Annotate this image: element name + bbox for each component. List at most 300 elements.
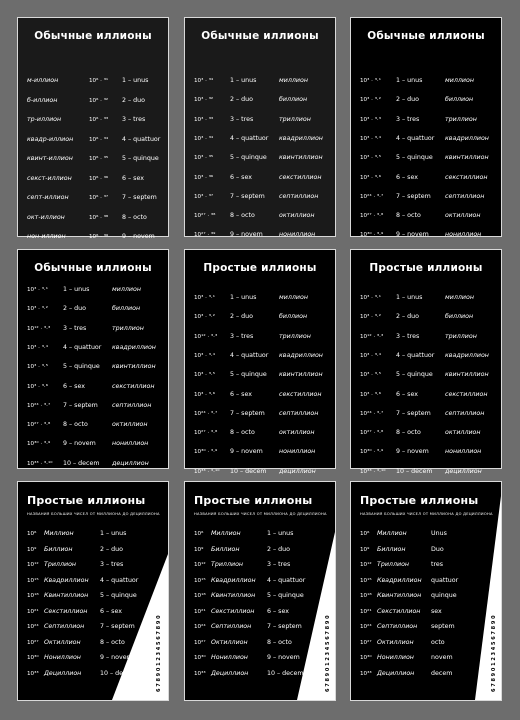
- table-row: [351, 191, 501, 203]
- cell-latin: 4 – quattuor: [267, 576, 306, 584]
- cell-latin: 7 – septem: [122, 194, 157, 201]
- cell-power: 10²⁴ · ³·⁷: [194, 410, 218, 417]
- cell-name: секстиллион: [279, 173, 322, 181]
- cell-latin: 9 – novem: [230, 231, 263, 239]
- cell-power: 10¹² · ³·³: [360, 333, 384, 340]
- table-row: [185, 191, 335, 203]
- cell-latin: 3 – tres: [63, 324, 87, 332]
- cell-name: октиллион: [279, 429, 315, 437]
- cell-latin: 8 – octo: [396, 212, 421, 220]
- cell-power: 10¹²: [360, 562, 372, 568]
- cell-name: Дециллион: [211, 669, 249, 677]
- table-row: [351, 331, 501, 343]
- cell-power: 10³ · ³·⁴: [360, 352, 381, 359]
- table-row: [185, 229, 335, 241]
- cell-name: квинтиллион: [112, 363, 156, 371]
- cell-name: триллион: [279, 332, 311, 340]
- table-row: [351, 369, 501, 381]
- table-row: [18, 342, 168, 354]
- cell-name: Биллион: [377, 545, 406, 553]
- table-row: [351, 590, 501, 602]
- cell-name: триллион: [279, 115, 311, 123]
- cell-latin: 6 – sex: [230, 173, 252, 181]
- table-row: [351, 350, 501, 362]
- cell-name: квадриллион: [445, 351, 489, 359]
- cell-name: биллион: [279, 96, 308, 104]
- cell-power: 10³³: [360, 670, 372, 677]
- table-row: [351, 652, 501, 664]
- cell-power: 10⁹: [194, 546, 204, 553]
- cell-latin: decem: [431, 669, 453, 677]
- cell-name: миллион: [279, 77, 308, 84]
- cell-name: Нониллион: [44, 654, 81, 661]
- cell-power: 10¹⁸: [194, 593, 206, 599]
- cell-name: Секстиллион: [211, 607, 255, 615]
- cell-power: 10³⁰ · ³·⁹: [360, 449, 384, 456]
- cell-power: 10²⁷ · ³·⁸: [27, 422, 51, 429]
- cell-power: 10⁹: [27, 546, 37, 553]
- poster-title: Простые иллионы: [360, 494, 479, 507]
- table-row: [18, 381, 168, 393]
- cell-latin: 4 – quattuor: [230, 351, 269, 359]
- table-row: [18, 134, 168, 146]
- cell-name: октиллион: [445, 212, 481, 220]
- cell-latin: 6 – sex: [100, 607, 122, 615]
- table-row: [18, 668, 168, 680]
- cell-power: 10⁶ · ³⁶: [89, 175, 109, 182]
- cell-latin: 7 – septem: [100, 623, 135, 630]
- cell-name: дециллион: [279, 467, 316, 475]
- poster-title: Обычные иллионы: [34, 30, 152, 42]
- table-row: [18, 458, 168, 470]
- cell-latin: 7 – septem: [267, 623, 302, 630]
- cell-latin: 6 – sex: [230, 390, 252, 398]
- poster-subtitle: НАЗВАНИЯ БОЛЬШИХ ЧИСЕЛ ОТ МИЛЛИОНА ДО ДЕЦИЛЛИОНА: [27, 512, 160, 516]
- cell-latin: 8 – octo: [267, 638, 292, 646]
- cell-name: септиллион: [112, 401, 152, 409]
- cell-name: биллион: [112, 305, 141, 313]
- cell-power: 10³ · ³·⁴: [360, 135, 381, 142]
- cell-name: биллион: [445, 313, 474, 321]
- cell-latin: 6 – sex: [63, 382, 85, 390]
- cell-name: септиллион: [445, 409, 485, 417]
- cell-name: Септиллион: [44, 623, 85, 630]
- table-row: [351, 668, 501, 680]
- cell-power: 10⁶ · ³⁴: [89, 136, 109, 143]
- table-row: [351, 621, 501, 633]
- cell-name: Триллион: [211, 561, 244, 568]
- poster-title: Обычные иллионы: [34, 262, 152, 274]
- table-row: [351, 114, 501, 126]
- cell-name: триллион: [445, 332, 477, 340]
- cell-power: 10³ · ³·⁶: [360, 174, 381, 181]
- cell-latin: quinque: [431, 592, 457, 599]
- cell-name: Квадриллион: [377, 576, 422, 584]
- cell-name: квинтиллион: [445, 371, 489, 379]
- cell-latin: 5 – quinque: [230, 371, 267, 379]
- cell-name: Дециллион: [377, 669, 415, 677]
- cell-latin: Duo: [431, 545, 444, 553]
- table-row: [185, 544, 335, 556]
- table-row: [18, 606, 168, 618]
- cell-name: квинтиллион: [279, 371, 323, 379]
- table-row: [18, 323, 168, 335]
- cell-name: Миллион: [377, 530, 407, 537]
- cell-latin: 9 – novem: [230, 448, 263, 456]
- table-row: [185, 528, 335, 540]
- cell-latin: 5 – quinque: [396, 154, 433, 162]
- cell-latin: 8 – octo: [122, 213, 147, 221]
- poster-title: Обычные иллионы: [201, 30, 319, 42]
- cell-latin: 1 – unus: [122, 77, 149, 84]
- cell-latin: 4 – quattuor: [396, 134, 435, 142]
- cell-power: 10³ · ³⁴: [194, 78, 214, 84]
- cell-name: нониллион: [112, 440, 149, 448]
- table-row: [185, 427, 335, 439]
- vertical-digits: 6 7 8 9 0 1 2 3 4 5 6 7 8 9 0: [491, 615, 497, 692]
- cell-name: квинтиллион: [279, 154, 323, 162]
- table-row: [18, 637, 168, 649]
- cell-power: 10⁶ · ³³: [89, 117, 109, 123]
- table-row: [18, 621, 168, 633]
- cell-name: септиллион: [279, 409, 319, 417]
- table-row: [185, 331, 335, 343]
- poster-card-2: [185, 18, 335, 239]
- cell-latin: quattuor: [431, 576, 459, 584]
- cell-latin: 2 – duo: [230, 313, 253, 321]
- cell-name: Биллион: [44, 545, 73, 553]
- cell-latin: 10 – decem: [230, 467, 267, 475]
- table-row: [18, 544, 168, 556]
- cell-latin: 7 – septem: [230, 192, 265, 200]
- cell-latin: 9 – novem: [267, 654, 300, 661]
- table-row: [185, 94, 335, 106]
- cell-power: 10³ · ³⁷: [194, 193, 214, 200]
- cell-latin: novem: [431, 654, 453, 661]
- cell-name: Миллион: [44, 530, 74, 537]
- cell-latin: 2 – duo: [396, 96, 419, 104]
- cell-latin: 10 – decem: [267, 669, 304, 677]
- table-row: [351, 172, 501, 184]
- cell-power: 10⁶ · ³⁸: [89, 214, 109, 221]
- cell-power: 10⁹: [360, 546, 370, 553]
- cell-name: нониллион: [445, 231, 482, 239]
- cell-latin: 3 – tres: [396, 332, 420, 340]
- table-row: [351, 94, 501, 106]
- cell-latin: 7 – septem: [230, 409, 265, 417]
- table-row: [185, 652, 335, 664]
- table-row: [351, 229, 501, 241]
- cell-latin: 6 – sex: [396, 390, 418, 398]
- cell-power: 10³ · ³·⁶: [27, 383, 48, 390]
- cell-name: секстиллион: [112, 382, 155, 390]
- cell-latin: 5 – quinque: [267, 592, 304, 599]
- cell-name: Биллион: [211, 545, 240, 553]
- cell-latin: 1 – unus: [230, 294, 257, 301]
- table-row: [351, 152, 501, 164]
- table-row: [18, 75, 168, 87]
- cell-power: 10³³ · ³·¹⁰: [360, 468, 386, 475]
- cell-latin: 6 – sex: [267, 607, 289, 615]
- cell-name: Нониллион: [211, 654, 248, 661]
- cell-name: триллион: [112, 324, 144, 332]
- cell-name: биллион: [445, 96, 474, 104]
- table-row: [351, 466, 501, 478]
- cell-name: Октиллион: [211, 638, 248, 646]
- cell-power: 10²⁷ · ³⁹: [194, 232, 216, 239]
- cell-power: 10²⁷: [360, 639, 372, 646]
- cell-name: секстиллион: [445, 390, 488, 398]
- cell-name: октиллион: [112, 421, 148, 429]
- table-row: [18, 575, 168, 587]
- cell-name: Октиллион: [44, 638, 81, 646]
- cell-power: 10³ · ³·²: [360, 97, 381, 104]
- cell-latin: 1 – unus: [396, 294, 423, 301]
- cell-name: Дециллион: [44, 669, 82, 677]
- cell-power: 10³ · ³·⁵: [194, 372, 215, 379]
- cell-name: Квинтиллион: [44, 592, 89, 599]
- cell-latin: 10 – decem: [396, 467, 433, 475]
- cell-power: 10²¹: [27, 608, 39, 615]
- cell-power: 10²⁷ · ³·⁸: [194, 430, 218, 437]
- cell-power: 10³ · ³·²: [360, 314, 381, 321]
- cell-power: 10⁶ · ³¹: [89, 78, 109, 84]
- cell-name: Октиллион: [377, 638, 414, 646]
- cell-name: триллион: [445, 115, 477, 123]
- cell-power: 10³³ · ³·¹⁰: [194, 468, 220, 475]
- cell-latin: 2 – duo: [100, 545, 123, 553]
- cell-latin: 5 – quinque: [100, 592, 137, 599]
- table-row: [185, 466, 335, 478]
- cell-name: миллион: [445, 77, 474, 84]
- cell-latin: 4 – quattuor: [230, 134, 269, 142]
- cell-latin: 2 – duo: [267, 545, 290, 553]
- cell-power: 10³ · ³·⁴: [27, 344, 48, 351]
- vertical-digits: 6 7 8 9 0 1 2 3 4 5 6 7 8 9 0: [325, 615, 331, 692]
- table-row: [18, 212, 168, 224]
- cell-latin: 3 – tres: [396, 115, 420, 123]
- cell-name: Квадриллион: [211, 576, 256, 584]
- cell-power: 10³³: [194, 670, 206, 677]
- cell-power: 10²¹: [194, 608, 206, 615]
- cell-power: 10²⁷ · ³⁸: [194, 213, 216, 220]
- cell-latin: 9 – novem: [63, 440, 96, 448]
- cell-latin: 7 – septem: [63, 401, 98, 409]
- table-row: [351, 446, 501, 458]
- table-row: [351, 637, 501, 649]
- cell-latin: sex: [431, 607, 442, 615]
- cell-power: 10³⁰: [27, 655, 39, 661]
- cell-name: м-иллион: [27, 77, 59, 84]
- cell-power: 10⁶ · ³⁵: [89, 156, 109, 162]
- table-row: [351, 427, 501, 439]
- cell-latin: 1 – unus: [396, 77, 423, 84]
- table-row: [18, 173, 168, 185]
- table-row: [185, 292, 335, 304]
- cell-name: миллион: [112, 286, 141, 293]
- table-row: [185, 75, 335, 87]
- cell-power: 10¹²: [27, 562, 39, 568]
- table-row: [18, 153, 168, 165]
- cell-latin: 8 – octo: [100, 638, 125, 646]
- cell-latin: tres: [431, 561, 444, 568]
- cell-name: нон-иллион: [27, 233, 66, 240]
- cell-name: биллион: [279, 313, 308, 321]
- table-row: [185, 637, 335, 649]
- cell-power: 10²⁴ · ³·⁷: [360, 193, 384, 200]
- table-row: [185, 559, 335, 571]
- cell-name: квадриллион: [445, 134, 489, 142]
- cell-name: квадриллион: [112, 343, 156, 351]
- cell-power: 10⁶: [360, 531, 370, 537]
- cell-latin: 3 – tres: [230, 332, 254, 340]
- cell-latin: 6 – sex: [396, 173, 418, 181]
- table-row: [351, 575, 501, 587]
- table-row: [18, 528, 168, 540]
- cell-latin: 2 – duo: [122, 96, 145, 104]
- cell-latin: 1 – unus: [230, 77, 257, 84]
- table-row: [18, 95, 168, 107]
- cell-power: 10¹⁸: [27, 593, 39, 599]
- cell-name: квадриллион: [279, 134, 323, 142]
- poster-subtitle: НАЗВАНИЯ БОЛЬШИХ ЧИСЕЛ ОТ МИЛЛИОНА ДО ДЕЦИЛЛИОНА: [360, 512, 493, 516]
- cell-name: дециллион: [445, 467, 482, 475]
- cell-name: Квадриллион: [44, 576, 89, 584]
- cell-name: Миллион: [211, 530, 241, 537]
- table-row: [18, 361, 168, 373]
- cell-power: 10³ · ³⁶: [194, 174, 214, 181]
- vertical-digits: 6 7 8 9 0 1 2 3 4 5 6 7 8 9 0: [156, 615, 162, 692]
- table-row: [185, 152, 335, 164]
- cell-name: Секстиллион: [377, 607, 421, 615]
- cell-power: 10³³: [27, 670, 39, 677]
- poster-title: Простые иллионы: [27, 494, 146, 507]
- table-row: [18, 231, 168, 243]
- cell-name: октиллион: [279, 212, 315, 220]
- table-row: [185, 389, 335, 401]
- cell-latin: 5 – quinque: [63, 363, 100, 371]
- cell-name: септ-иллион: [27, 194, 69, 201]
- table-row: [185, 172, 335, 184]
- cell-latin: 4 – quattuor: [122, 135, 161, 143]
- table-row: [18, 590, 168, 602]
- table-row: [185, 621, 335, 633]
- cell-latin: 5 – quinque: [396, 371, 433, 379]
- poster-title: Простые иллионы: [369, 262, 483, 274]
- cell-power: 10²⁴: [194, 624, 206, 630]
- cell-power: 10³⁰: [360, 655, 372, 661]
- poster-subtitle: НАЗВАНИЯ БОЛЬШИХ ЧИСЕЛ ОТ МИЛЛИОНА ДО ДЕЦИЛЛИОНА: [194, 512, 327, 516]
- cell-power: 10³ · ³·⁶: [194, 391, 215, 398]
- cell-name: Квинтиллион: [377, 592, 422, 599]
- cell-name: октиллион: [445, 429, 481, 437]
- table-row: [185, 590, 335, 602]
- cell-latin: 1 – unus: [100, 530, 127, 537]
- cell-power: 10²⁷ · ³·⁸: [360, 430, 384, 437]
- cell-name: Секстиллион: [44, 607, 88, 615]
- poster-title: Простые иллионы: [194, 494, 313, 507]
- table-row: [18, 284, 168, 296]
- table-row: [351, 292, 501, 304]
- cell-latin: 7 – septem: [396, 409, 431, 417]
- cell-power: 10³ · ³·⁵: [360, 155, 381, 162]
- cell-power: 10³ · ³⁵: [194, 155, 214, 162]
- cell-latin: 8 – octo: [396, 429, 421, 437]
- cell-power: 10²⁴ · ³·⁷: [27, 402, 51, 409]
- cell-power: 10⁶: [27, 531, 37, 537]
- table-row: [185, 311, 335, 323]
- table-row: [351, 528, 501, 540]
- poster-card-8: [185, 482, 335, 700]
- cell-name: Септиллион: [211, 623, 252, 630]
- cell-power: 10¹² · ³·³: [194, 333, 218, 340]
- cell-power: 10³ · ³·²: [194, 314, 215, 321]
- cell-power: 10³⁰ · ³·⁹: [194, 449, 218, 456]
- cell-latin: 4 – quattuor: [63, 343, 102, 351]
- table-row: [185, 350, 335, 362]
- table-row: [185, 133, 335, 145]
- cell-power: 10²⁴: [27, 624, 39, 630]
- cell-power: 10³ · ³²: [194, 97, 214, 104]
- cell-latin: 3 – tres: [100, 561, 124, 568]
- cell-power: 10²⁷ · ³·⁸: [360, 213, 384, 220]
- cell-name: Септиллион: [377, 623, 418, 630]
- cell-power: 10¹⁵: [194, 577, 206, 584]
- cell-power: 10³ · ³·¹: [360, 78, 381, 84]
- cell-latin: septem: [431, 623, 455, 630]
- cell-power: 10⁶ · ³⁷: [89, 195, 109, 201]
- cell-name: секст-иллион: [27, 174, 72, 182]
- cell-name: септиллион: [445, 192, 485, 200]
- cell-latin: octo: [431, 638, 445, 646]
- cell-power: 10²⁴ · ³·⁷: [360, 410, 384, 417]
- table-row: [185, 575, 335, 587]
- table-row: [351, 606, 501, 618]
- poster-title: Простые иллионы: [203, 262, 317, 274]
- cell-power: 10³ · ³·¹: [360, 295, 381, 301]
- cell-power: 10³ · ³·¹: [194, 295, 215, 301]
- cell-latin: 6 – sex: [122, 174, 144, 182]
- cell-power: 10³ · ³·⁴: [194, 352, 215, 359]
- table-row: [185, 606, 335, 618]
- cell-name: Триллион: [377, 561, 410, 568]
- table-row: [185, 446, 335, 458]
- cell-power: 10¹² · ³·³: [27, 325, 51, 332]
- cell-power: 10¹⁵: [27, 577, 39, 584]
- table-row: [18, 438, 168, 450]
- cell-power: 10³ · ³·⁵: [360, 372, 381, 379]
- cell-power: 10³³ · ³·¹⁰: [27, 460, 53, 467]
- table-row: [185, 668, 335, 680]
- cell-latin: 1 – unus: [63, 286, 90, 293]
- table-row: [351, 75, 501, 87]
- cell-latin: 8 – octo: [230, 429, 255, 437]
- cell-latin: 3 – tres: [267, 561, 291, 568]
- cell-latin: 8 – octo: [230, 212, 255, 220]
- cell-name: квадр-иллион: [27, 135, 74, 143]
- table-row: [18, 652, 168, 664]
- cell-name: б-иллион: [27, 96, 58, 104]
- cell-name: Квинтиллион: [211, 592, 256, 599]
- cell-power: 10³⁰: [194, 655, 206, 661]
- cell-power: 10³ · ³⁴: [194, 135, 214, 142]
- cell-latin: 4 – quattuor: [100, 576, 139, 584]
- table-row: [18, 192, 168, 204]
- cell-name: квадриллион: [279, 351, 323, 359]
- poster-card-3: [351, 18, 501, 239]
- table-row: [18, 559, 168, 571]
- cell-latin: 10 – decem: [100, 669, 137, 677]
